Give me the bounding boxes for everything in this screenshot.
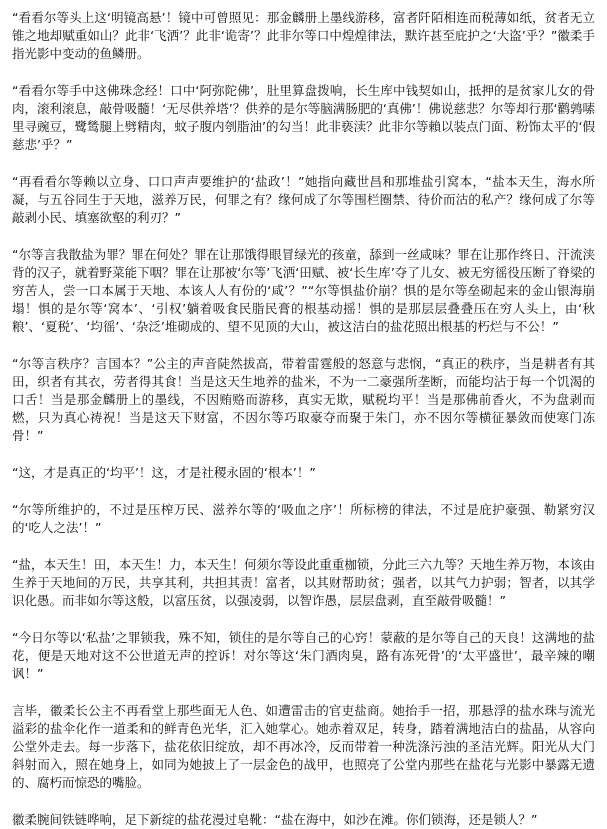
paragraph-princess-departs: 言毕，徽柔长公主不再看堂上那些面无人色、如遭雷击的官吏盐商。她抬手一招，那悬浮的盐水珠与流光溢彩的盐伞化作一道柔和的鲜青色光华，汇入她掌心。她赤着双足，转身，踏着满地洁白的盐晶，从容向公堂外走去。每一步落下，盐花依旧绽放，却不再冰冷，反而带着一种洗涤污浊的圣洁光辉。阳光从大门斜射而入，照在她身上，如同为她披上了一层金色的战甲，也照亮了公堂内那些在盐花与光影中暴露无遗的、腐朽而惊恐的嘴脸。 <box>12 703 595 790</box>
paragraph-heaven-born: “盐，本天生！田，本天生！力，本天生！何须尔等设此重重枷锁，分此三六九等？天地生养万物，本该由生养于天地间的万民，共享其利，共担其责！富者，以其财帮助贫；强者，以其气力护弱；智者，以其学识化愚。而非如尔等这般，以富压贫，以强凌弱，以智诈愚，层层盘剥，直至敲骨吸髓！” <box>12 557 595 608</box>
paragraph-bloodsucking-order: “尔等所维护的，不过是压榨万民、滋养尔等的‘吸血之序’！所标榜的律法，不过是庇护豪强、勒紧穷汉的‘吃人之法’！” <box>12 502 595 535</box>
paragraph-mirror: “看看尔等头上这‘明镜高悬’！镜中可曾照见：那金麟册上墨线游移，富者阡陌相连而税薄如纸，贫者无立锥之地却赋重如山？此非‘飞洒’？此非‘诡寄’？此非尔等口中煌煌律法，默许甚至庇护之‘大盗’乎？”徽柔手指光影中变动的鱼鳞册。 <box>12 10 595 61</box>
paragraph-buddha-beads: “看看尔等手中这佛珠念经！口中‘阿弥陀佛’，肚里算盘拨响，长生库中钱契如山，抵押的是贫家儿女的骨肉，滚利滚息，敲骨吸髓！‘无尽供养塔’？供养的是尔等脑满肠肥的‘真佛’！佛说慈悲？尔等却行那‘鹳鹑嗉里寻豌豆，鹭鸶腿上劈精肉，蚊子腹内刳脂油’的勾当！此非亵渎？此非尔等賴以装点门面、粉饰太平的‘假慈悲’乎？” <box>12 83 595 152</box>
paragraph-lock-yourselves: “今日尔等以‘私盐’之罪锁我，殊不知，锁住的是尔等自己的心窍！蒙蔽的是尔等自己的天良！这满地的盐花，便是天地对这不公世道无声的控诉！对尔等这‘朱门酒肉臭，路有冻死骨’的‘太平盛世’，最辛辣的嘲讽！” <box>12 630 595 681</box>
paragraph-equality: “这，才是真正的‘均平’！这，才是社稷永固的‘根本’！” <box>12 465 316 480</box>
paragraph-true-order: “尔等言秩序？言国本？”公主的声音陡然拔高，带着雷霆般的怒意与悲悯，“真正的秩序，当是耕者有其田，织者有其衣，劳者得其食！当是这天生地养的盐米，不为一二豪强所垄断，而能均沾于每一个饥渴的口舌！当是那金麟册上的墨线，不因贿赂而游移，真实无欺，赋税均平！当是那佛前香火，不为盘剥而燃，只为真心祷祝！当是这天下财富，不因尔等巧取豪夺而聚于朱门，亦不因尔等横征暴敛而使寒门冻骨！” <box>12 356 595 443</box>
paragraph-salt-policy: “再看看尔等赖以立身、口口声声要维护的‘盐政’！”她指向藏世昌和那堆盐引窝本，“盐本天生，海水所凝，与五谷同生于天地，滋养万民，何罪之有？缘何成了尔等围栏圈禁、待价而沽的私产？缘何成了尔等敲剥小民、填塞欲壑的利刃？” <box>12 174 595 225</box>
paragraph-final-question: 徽柔腕间铁链哗响，足下新绽的盐花漫过皂靴：“盐在海中，如沙在滩。你们锁海，还是锁人？” <box>12 812 538 827</box>
paragraph-salt-crime: “尔等言我散盐为罪？罪在何处？罪在让那饿得眼冒绿光的孩童，舔到一丝咸味？罪在让那作终日、汗流浃背的汉子，就着野菜能下咽？罪在让那被‘尔等’飞洒‘田赋、被‘长生库’夺了儿女、被无穷徭役压断了脊梁的穷苦人，尝一口本属于天地、本该人人有份的‘咸’？”“尔等惧盐价崩？惧的是尔等垒砌起来的金山银海崩塌！惧的是尔等‘窝本’、‘引权’躺着吸食民脂民膏的根基动摇！惧的是那层层叠叠压在穷人头上，由‘秋粮’、‘夏税’、‘均徭’、‘杂泛’堆砌成的、望不见顶的大山，被这洁白的盐花照出根基的朽烂与不公！” <box>12 247 595 334</box>
